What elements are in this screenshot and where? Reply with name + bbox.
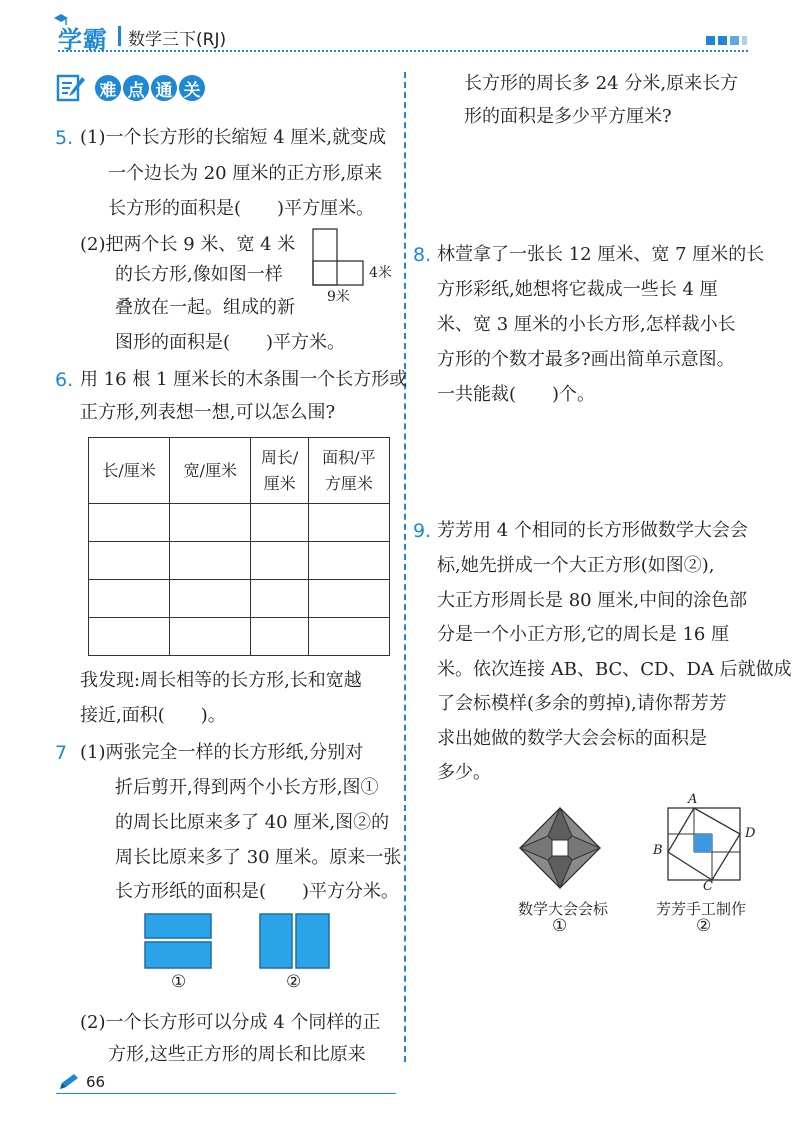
figure-label: 4米 <box>369 265 392 281</box>
table-cell[interactable] <box>89 580 170 618</box>
overlap-rectangles-figure <box>312 228 364 288</box>
figure-number: ① <box>552 916 568 936</box>
table-cell[interactable] <box>251 580 308 618</box>
title-char: 点 <box>121 73 151 103</box>
question-text: 长方形的周长多 24 分米,原来长方 <box>464 73 739 94</box>
question-text: (1)两张完全一样的长方形纸,分别对 <box>80 742 364 763</box>
point-label: D <box>745 826 756 841</box>
question-text: 求出她做的数学大会会标的面积是 <box>437 728 707 749</box>
question-text: 一共能裁( )个。 <box>437 384 596 405</box>
table-row <box>89 504 390 542</box>
question-text: 的周长比原来多了 40 厘米,图②的 <box>115 812 390 833</box>
question-text: 米、宽 3 厘米的小长方形,怎样裁小长 <box>437 314 736 335</box>
question-number: 8. <box>413 244 432 266</box>
question-text: 用 16 根 1 厘米长的木条围一个长方形或 <box>80 369 408 390</box>
question-text: 了会标模样(多余的剪掉),请你帮芳芳 <box>437 693 727 714</box>
question-text: 分是一个小正方形,它的周长是 16 厘 <box>437 624 730 645</box>
question-number: 9. <box>413 520 432 542</box>
question-text: 方形的个数才最多?画出简单示意图。 <box>437 349 735 370</box>
question-text: 多少。 <box>437 762 491 783</box>
header-square <box>718 36 727 45</box>
page-number: 66 <box>86 1073 106 1091</box>
title-char: 通 <box>149 73 179 103</box>
figure-horizontal-halves <box>144 913 212 969</box>
question-text: 图形的面积是( )平方米。 <box>115 332 346 353</box>
table-cell[interactable] <box>308 580 389 618</box>
table-cell[interactable] <box>89 542 170 580</box>
table-cell[interactable] <box>251 504 308 542</box>
table-cell[interactable] <box>308 618 389 656</box>
question-text: 林萱拿了一张长 12 厘米、宽 7 厘米的长 <box>437 244 765 265</box>
footer-rule <box>56 1093 396 1094</box>
question-text: 方形,这些正方形的周长和比原来 <box>108 1044 366 1065</box>
table-header: 宽/厘米 <box>170 438 251 504</box>
figure-number: ① <box>171 972 187 992</box>
table-cell[interactable] <box>308 542 389 580</box>
pencil-note-icon <box>55 72 87 104</box>
title-char: 关 <box>177 73 207 103</box>
figure-caption: 芳芳手工制作 <box>656 900 747 918</box>
figure-label: 9米 <box>327 289 350 305</box>
question-text: 米。依次连接 AB、BC、CD、DA 后就做成 <box>437 659 792 680</box>
emblem-figure <box>518 806 602 890</box>
question-number: 5. <box>55 127 74 149</box>
header-square <box>706 36 715 45</box>
table-cell[interactable] <box>170 618 251 656</box>
question-text: 一个边长为 20 厘米的正方形,原来 <box>108 163 383 184</box>
question-number: 6. <box>55 369 74 391</box>
question-text: 周长比原来多了 30 厘米。原来一张 <box>115 847 402 868</box>
table-header: 长/厘米 <box>89 438 170 504</box>
question-text: 正方形,列表想一想,可以怎么围? <box>80 402 336 423</box>
question-text: 长方形的面积是( )平方厘米。 <box>108 198 375 219</box>
point-label: B <box>653 843 663 858</box>
question-text: 长方形纸的面积是( )平方分米。 <box>115 881 400 902</box>
figure-number: ② <box>286 972 302 992</box>
table-cell[interactable] <box>89 504 170 542</box>
point-label: A <box>688 792 698 807</box>
brand-separator <box>118 26 121 46</box>
table-row <box>89 542 390 580</box>
question-text: (2)把两个长 9 米、宽 4 米 <box>80 234 296 255</box>
answer-table <box>88 437 390 656</box>
handmade-square-figure <box>664 804 744 884</box>
question-text: (2)一个长方形可以分成 4 个同样的正 <box>80 1012 381 1033</box>
table-header: 周长/ 厘米 <box>251 438 308 504</box>
point-label: C <box>703 879 713 894</box>
table-row <box>89 618 390 656</box>
table-cell[interactable] <box>89 618 170 656</box>
book-title: 数学三下(RJ) <box>128 30 227 50</box>
header-square <box>742 36 747 45</box>
table-header: 面积/平 方厘米 <box>308 438 389 504</box>
question-text: 方形彩纸,她想将它裁成一些长 4 厘 <box>437 279 718 300</box>
question-text: 大正方形周长是 80 厘米,中间的涂色部 <box>437 590 748 611</box>
table-cell[interactable] <box>308 504 389 542</box>
pen-icon <box>58 1073 80 1091</box>
title-char: 难 <box>93 73 123 103</box>
question-number: 7 <box>55 742 68 764</box>
table-cell[interactable] <box>170 504 251 542</box>
question-text: 标,她先拼成一个大正方形(如图②), <box>437 555 715 576</box>
table-cell[interactable] <box>170 542 251 580</box>
header-rule <box>58 50 748 52</box>
brand-logo: 学霸 <box>58 26 108 54</box>
question-text: (1)一个长方形的长缩短 4 厘米,就变成 <box>80 127 387 148</box>
question-text: 接近,面积( )。 <box>80 705 226 726</box>
question-text: 我发现:周长相等的长方形,长和宽越 <box>80 670 362 691</box>
figure-number: ② <box>696 916 712 936</box>
figure-caption: 数学大会会标 <box>518 900 609 918</box>
table-row <box>89 580 390 618</box>
table-cell[interactable] <box>251 618 308 656</box>
table-cell[interactable] <box>251 542 308 580</box>
section-title <box>55 72 207 104</box>
table-cell[interactable] <box>170 580 251 618</box>
header-square <box>730 36 739 45</box>
page-header <box>0 0 800 60</box>
question-text: 形的面积是多少平方厘米? <box>464 106 672 127</box>
question-text: 叠放在一起。组成的新 <box>115 297 295 318</box>
question-text: 折后剪开,得到两个小长方形,图① <box>115 777 379 798</box>
figure-vertical-halves <box>259 913 331 969</box>
column-divider <box>404 72 406 1062</box>
question-text: 的长方形,像如图一样 <box>115 264 283 285</box>
question-text: 芳芳用 4 个相同的长方形做数学大会会 <box>437 520 748 541</box>
